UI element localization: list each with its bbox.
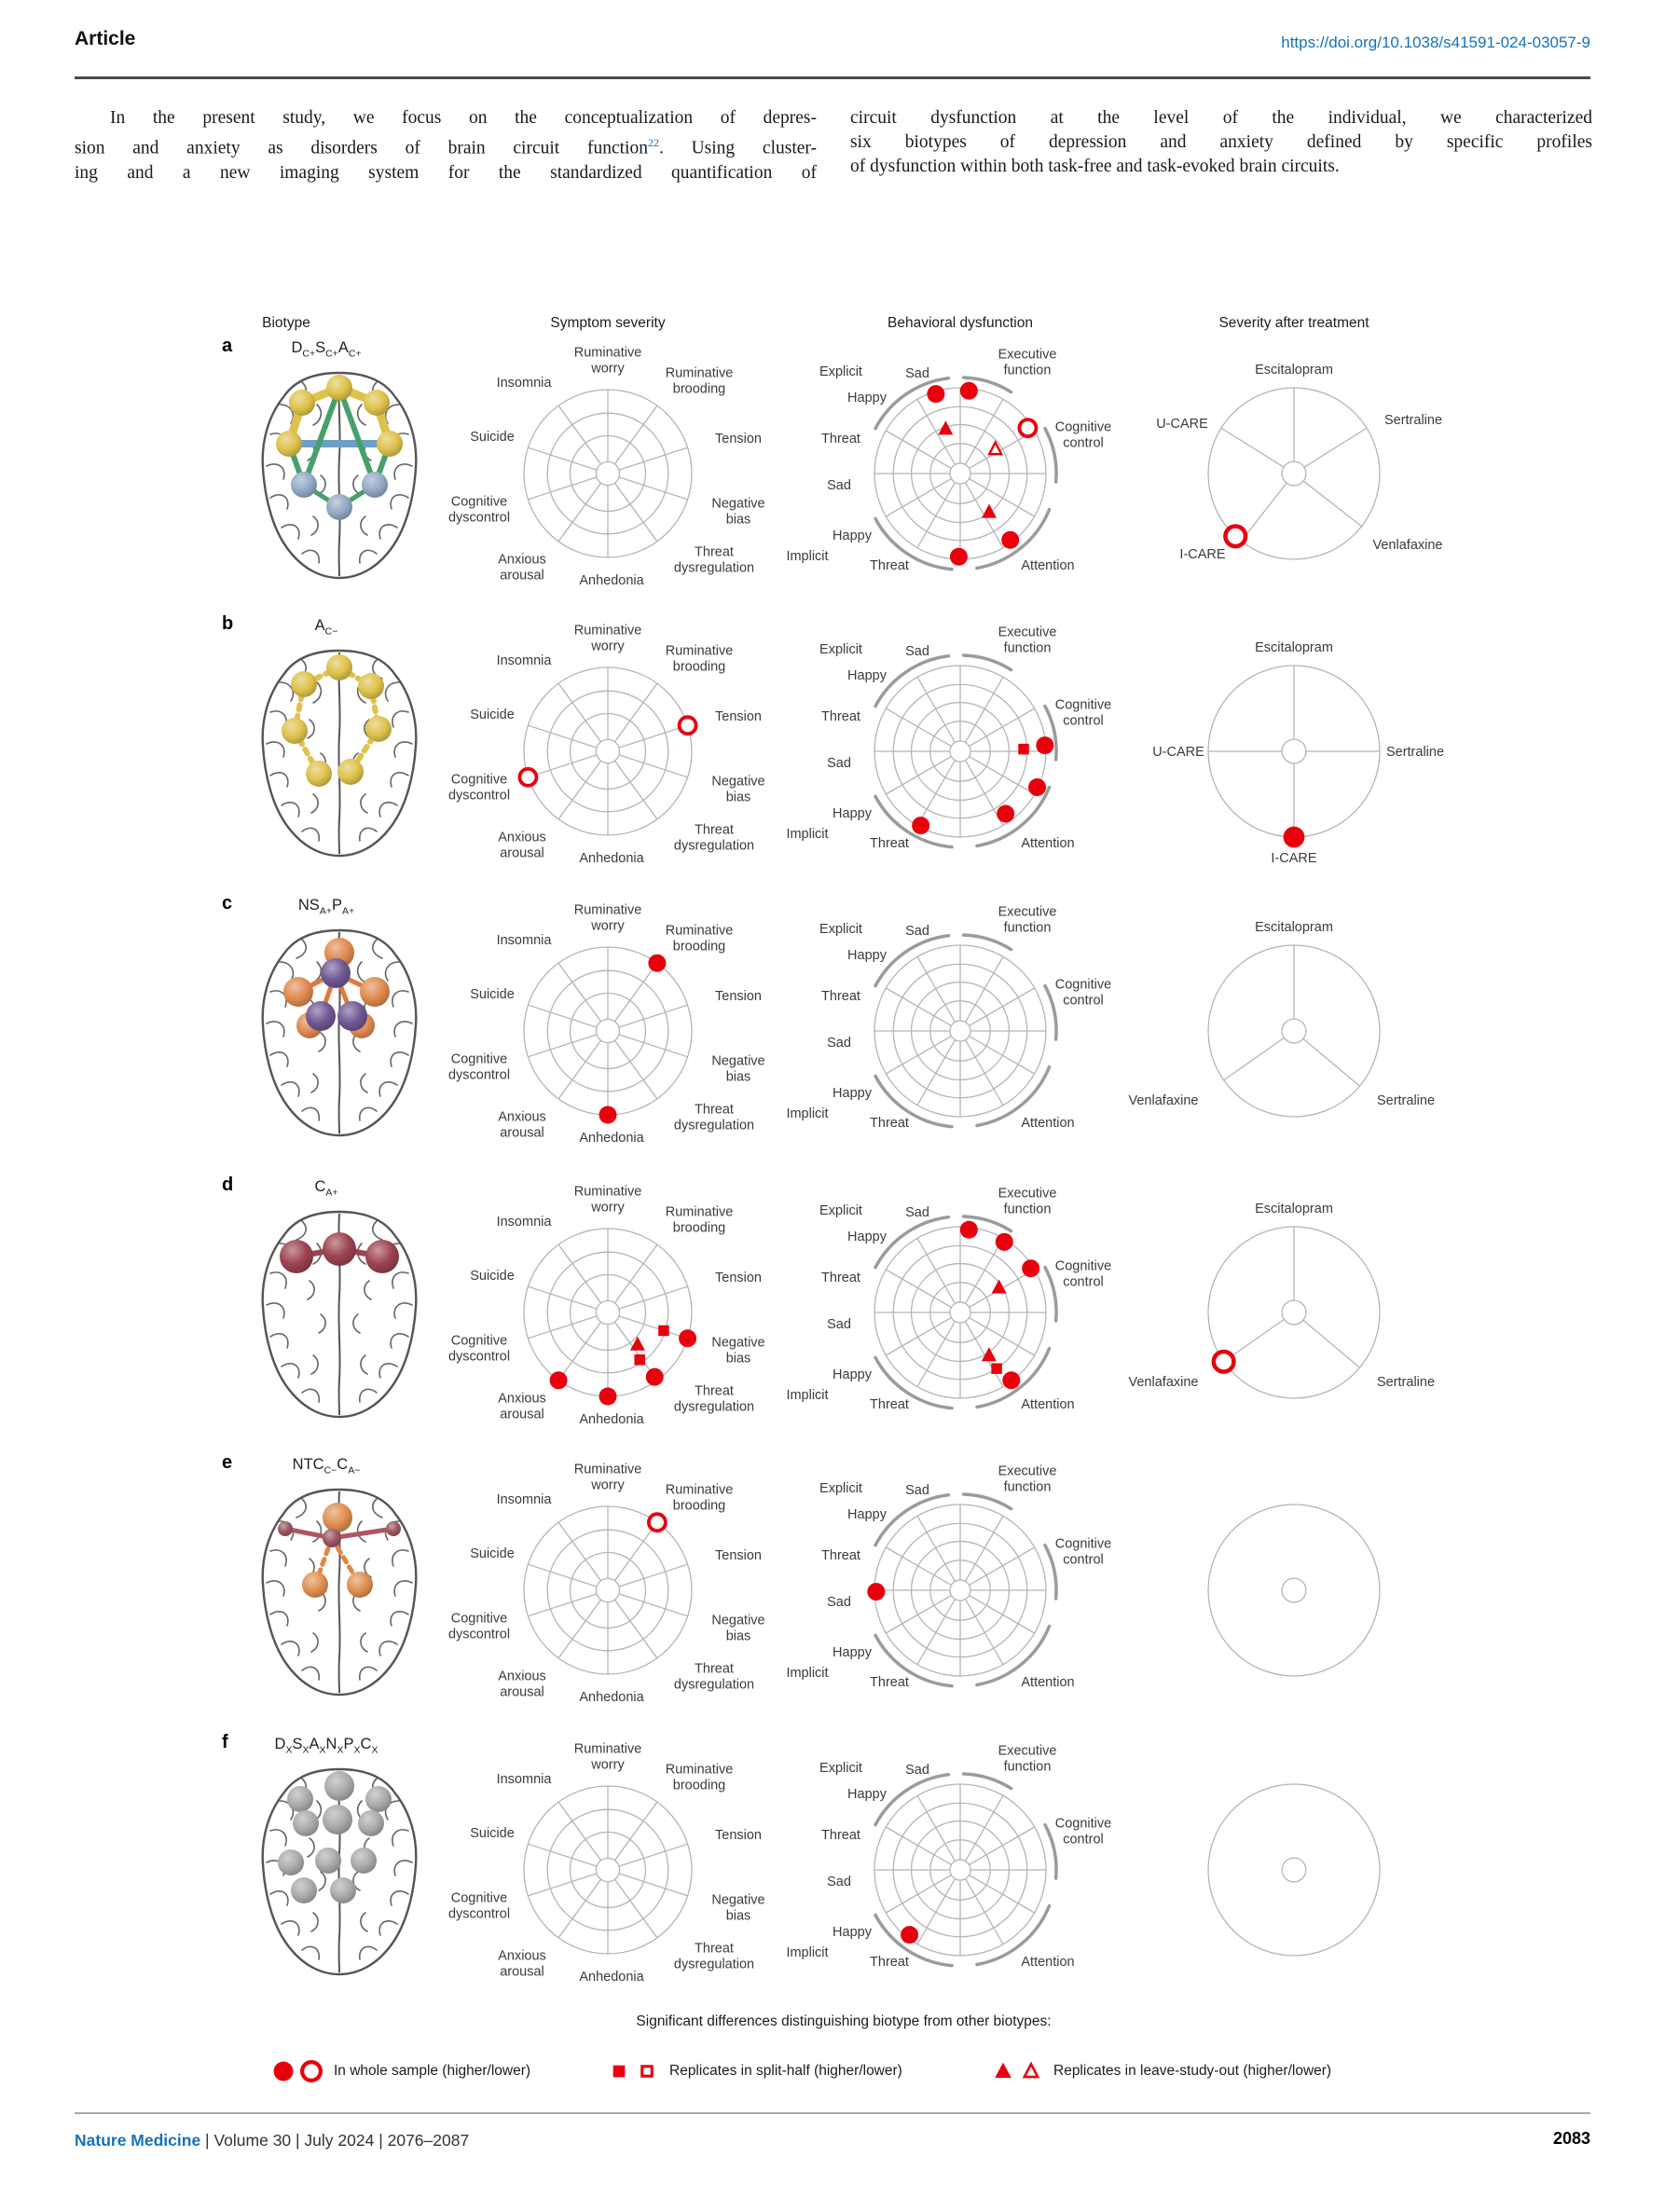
marker-open-circle	[680, 717, 696, 734]
axis-label: Sad	[905, 924, 929, 939]
marker-filled-circle	[996, 1233, 1013, 1251]
marker-filled-triangle	[982, 504, 997, 518]
group-arc	[964, 935, 1011, 950]
axis-label: Ruminative brooding	[665, 1204, 734, 1236]
marker-filled-circle	[960, 382, 978, 400]
marker-filled-circle	[927, 385, 944, 403]
axis-label: Explicit	[819, 1761, 862, 1776]
circuit-node	[323, 1805, 352, 1834]
circuit-node	[276, 431, 302, 457]
axis-label: Attention	[1021, 1675, 1075, 1690]
circuit-node	[337, 759, 364, 785]
axis-label: Happy	[832, 1367, 872, 1382]
marker-filled-circle	[679, 1329, 696, 1347]
circuit-node	[306, 1001, 336, 1031]
axis-label: Executive function	[998, 904, 1057, 936]
axis-label: Threat	[870, 1116, 909, 1131]
axis-label: Cognitive control	[1054, 697, 1112, 729]
axis-label: Sertraline	[1376, 1093, 1436, 1108]
behavioral-dysfunction-chart-d	[783, 1171, 1137, 1454]
panel-letter-a: a	[222, 336, 233, 356]
axis-label: Attention	[1021, 836, 1075, 851]
axis-label: Escitalopram	[1255, 920, 1333, 935]
axis-label: Executive function	[998, 347, 1057, 378]
circuit-node	[315, 1848, 341, 1874]
axis-label: Cognitive dyscontrol	[447, 772, 511, 804]
axis-label: Insomnia	[496, 1215, 552, 1230]
treatment-severity-chart-e	[1117, 1449, 1471, 1732]
symptom-severity-chart-d	[431, 1171, 785, 1454]
biotype-formula-b: $A_{C-}$	[314, 617, 338, 638]
circuit-node	[358, 673, 384, 699]
legend-label: Replicates in leave-study-out (higher/lower)	[1053, 2063, 1332, 2079]
marker-open-circle	[1019, 419, 1036, 436]
axis-label: Threat dysregulation	[673, 1941, 755, 1972]
marker-filled-square	[1018, 744, 1029, 755]
circuit-node	[306, 761, 332, 787]
axis-label: Anxious arousal	[498, 830, 546, 861]
body-text-left-column	[75, 106, 817, 185]
body-text-line: In the present study, we focus on the conceptualization of depres-	[110, 108, 817, 128]
axis-label: Cognitive dyscontrol	[447, 494, 511, 526]
axis-label: Tension	[715, 1828, 762, 1843]
marker-filled-triangle	[992, 1279, 1007, 1293]
axis-label: Executive function	[998, 1743, 1057, 1775]
circuit-node	[291, 472, 317, 498]
treatment-severity-chart-b	[1117, 610, 1471, 893]
circuit-node	[326, 654, 352, 680]
axis-label: Cognitive dyscontrol	[447, 1611, 511, 1642]
axis-label: Happy	[832, 1925, 872, 1940]
figure-column-header: Severity after treatment	[1218, 315, 1369, 331]
axis-label: Cognitive dyscontrol	[447, 1890, 511, 1922]
body-text-line: of dysfunction within both task-free and task-evoked brain circuits.	[850, 157, 1340, 176]
axis-label: Anxious arousal	[498, 1948, 546, 1980]
header-rule	[75, 76, 1590, 79]
axis-label: Insomnia	[496, 933, 552, 948]
axis-label: Threat	[821, 989, 860, 1004]
axis-label: Anhedonia	[579, 573, 644, 588]
legend-label: In whole sample (higher/lower)	[334, 2063, 531, 2079]
axis-label: Sad	[905, 1763, 929, 1778]
axis-label: Anxious arousal	[498, 552, 546, 584]
axis-label: Implicit	[786, 827, 829, 842]
axis-label: Venlafaxine	[1372, 538, 1443, 553]
circuit-node	[326, 494, 352, 520]
axis-label: Insomnia	[496, 1772, 552, 1787]
marker-filled-circle	[599, 1106, 617, 1124]
axis-label: Threat	[821, 432, 860, 447]
axis-label: Suicide	[470, 708, 515, 722]
symptom-severity-chart-c	[431, 889, 785, 1173]
axis-label: Implicit	[786, 1106, 829, 1121]
circuit-node	[323, 1503, 352, 1532]
axis-label: Threat	[870, 836, 909, 851]
axis-label: Happy	[832, 529, 872, 543]
marker-filled-circle	[1284, 827, 1305, 848]
doi-link[interactable]: https://doi.org/10.1038/s41591-024-03057-9	[1281, 34, 1590, 51]
axis-label: Sad	[905, 644, 929, 659]
legend-item	[606, 2055, 902, 2087]
marker-filled-circle	[867, 1583, 885, 1601]
axis-label: Threat	[821, 1271, 860, 1285]
symptom-severity-chart-f	[431, 1728, 785, 2012]
axis-label: Anxious arousal	[498, 1109, 546, 1141]
axis-label: Threat	[870, 1955, 909, 1970]
axis-label: Threat	[870, 1675, 909, 1690]
circuit-node	[278, 1849, 304, 1875]
circuit-node	[347, 1572, 373, 1598]
treatment-severity-chart-a	[1117, 332, 1471, 615]
axis-label: U-CARE	[1156, 417, 1208, 432]
treatment-severity-chart-d	[1117, 1171, 1471, 1454]
axis-label: Executive function	[998, 1463, 1057, 1495]
circuit-node	[362, 472, 388, 498]
panel-letter-e: e	[222, 1452, 233, 1473]
symptom-severity-chart-b	[431, 610, 785, 893]
axis-label: Happy	[847, 1787, 887, 1802]
circuit-node	[293, 1810, 319, 1836]
axis-label: Negative bias	[711, 774, 765, 805]
circuit-node	[323, 1529, 341, 1547]
axis-label: Ruminative worry	[573, 623, 642, 654]
group-arc	[964, 655, 1011, 670]
axis-label: Happy	[847, 1230, 887, 1244]
axis-label: Negative bias	[711, 1613, 765, 1644]
footer-citation	[75, 2131, 469, 2150]
axis-label: Tension	[715, 1271, 762, 1285]
marker-filled-square	[613, 2066, 626, 2078]
circuit-node	[302, 1572, 328, 1598]
axis-label: Sad	[905, 366, 929, 381]
biotype-formula-a: $D_{C+}S_{C+}A_{C+}$	[291, 339, 362, 360]
axis-label: Tension	[715, 709, 762, 724]
marker-filled-square	[991, 1363, 1002, 1374]
legend-item	[270, 2055, 530, 2087]
axis-label: Sad	[905, 1483, 929, 1498]
axis-label: Tension	[715, 989, 762, 1004]
behavioral-dysfunction-chart-c	[783, 889, 1137, 1173]
brain-circuit-map-d	[244, 1202, 434, 1426]
marker-filled-circle	[1001, 531, 1019, 549]
footer-rule	[75, 2112, 1590, 2114]
axis-label: Happy	[832, 1086, 872, 1101]
axis-label: Ruminative worry	[573, 1184, 642, 1216]
circuit-node	[337, 1001, 367, 1031]
axis-label: Threat	[821, 709, 860, 724]
axis-label: Threat dysregulation	[673, 1102, 755, 1133]
axis-label: Executive function	[998, 625, 1057, 656]
group-arc	[1045, 986, 1056, 1039]
behavioral-dysfunction-chart-e	[783, 1449, 1137, 1732]
axis-label: Suicide	[470, 1269, 515, 1284]
behavioral-dysfunction-chart-b	[783, 610, 1137, 893]
brain-circuit-map-e	[244, 1480, 434, 1704]
article-label: Article	[75, 28, 136, 49]
axis-label: Threat dysregulation	[673, 822, 755, 854]
marker-filled-triangle	[938, 420, 953, 434]
marker-filled-circle	[1002, 1371, 1020, 1389]
axis-label: Happy	[847, 391, 887, 405]
circuit-node	[351, 1848, 377, 1874]
axis-label: Suicide	[470, 1546, 515, 1561]
axis-label: Venlafaxine	[1128, 1093, 1199, 1108]
axis-label: Executive function	[998, 1186, 1057, 1217]
axis-label: Attention	[1021, 558, 1075, 573]
circuit-node	[360, 977, 390, 1007]
legend-symbols	[606, 2057, 664, 2085]
axis-label: Tension	[715, 1548, 762, 1563]
marker-filled-circle	[912, 817, 929, 834]
body-text-line: circuit dysfunction at the level of the individual, we characterized	[850, 108, 1592, 128]
axis-label: Ruminative brooding	[665, 643, 734, 675]
circuit-node	[280, 1240, 313, 1273]
axis-label: Anhedonia	[579, 1690, 644, 1705]
axis-label: Ruminative worry	[573, 902, 642, 934]
axis-label: Negative bias	[711, 1335, 765, 1367]
axis-label: I-CARE	[1179, 547, 1226, 562]
marker-filled-circle	[648, 955, 666, 972]
axis-label: I-CARE	[1271, 851, 1317, 866]
axis-label: Ruminative worry	[573, 1462, 642, 1493]
brain-circuit-map-a	[244, 364, 434, 587]
marker-open-circle	[1214, 1352, 1234, 1372]
group-arc	[964, 1774, 1011, 1789]
marker-filled-circle	[901, 1926, 918, 1944]
circuit-node	[282, 718, 308, 744]
circuit-node	[377, 431, 403, 457]
circuit-node	[365, 716, 392, 742]
circuit-node	[358, 1810, 384, 1836]
figure-column-header: Symptom severity	[550, 315, 666, 331]
axis-label: Attention	[1021, 1397, 1075, 1412]
axis-label: Sad	[827, 756, 851, 771]
brain-circuit-map-b	[244, 641, 434, 865]
axis-label: Cognitive dyscontrol	[447, 1051, 511, 1083]
axis-label: Explicit	[819, 922, 862, 937]
axis-label: Anhedonia	[579, 851, 644, 866]
biotype-formula-f: $D_XS_XA_XN_XP_XC_X$	[274, 1736, 378, 1756]
axis-label: Anxious arousal	[498, 1391, 546, 1422]
axis-label: Sad	[827, 1036, 851, 1051]
behavioral-dysfunction-chart-a	[783, 332, 1137, 615]
brain-circuit-map-f	[244, 1760, 434, 1984]
reference-superscript[interactable]: 22	[647, 136, 659, 149]
body-text-line: six biotypes of depression and anxiety defined by specific profiles	[850, 132, 1592, 152]
circuit-node	[324, 1771, 354, 1801]
marker-filled-circle	[550, 1371, 568, 1389]
group-arc	[1045, 1825, 1056, 1878]
brain-circuit-map-c	[244, 921, 434, 1145]
marker-filled-square	[634, 1354, 645, 1366]
body-text-line: sion and anxiety as disorders of brain circuit function$^{22}$. Using cluster-	[75, 136, 818, 158]
marker-open-circle	[302, 2062, 321, 2081]
axis-label: Tension	[715, 432, 762, 447]
circuit-node	[326, 375, 352, 401]
circuit-node	[291, 1877, 317, 1903]
circuit-node	[330, 1877, 356, 1903]
axis-label: Explicit	[819, 1203, 862, 1218]
axis-label: Implicit	[786, 1666, 829, 1681]
axis-label: Happy	[847, 668, 887, 683]
axis-label: Anhedonia	[579, 1412, 644, 1427]
marker-filled-circle	[1028, 778, 1046, 796]
marker-filled-circle	[1036, 736, 1053, 754]
marker-open-square	[642, 2067, 652, 2076]
axis-label: Threat	[821, 1548, 860, 1563]
group-arc	[1045, 429, 1056, 482]
group-arc	[1045, 1546, 1056, 1599]
axis-label: Sad	[905, 1205, 929, 1220]
axis-label: Negative bias	[711, 496, 765, 528]
marker-open-circle	[649, 1514, 666, 1531]
axis-label: Attention	[1021, 1116, 1075, 1131]
panel-letter-c: c	[222, 893, 233, 914]
axis-label: Escitalopram	[1255, 363, 1333, 378]
axis-label: Threat dysregulation	[673, 1661, 755, 1693]
axis-label: Implicit	[786, 1388, 829, 1403]
axis-label: Happy	[847, 1507, 887, 1522]
biotype-formula-d: $C_{A+}$	[314, 1178, 338, 1199]
biotype-formula-c: $NS_{A+}P_{A+}$	[297, 897, 355, 917]
axis-label: Threat	[821, 1828, 860, 1843]
circuit-node	[323, 1232, 356, 1266]
axis-label: Cognitive control	[1054, 419, 1112, 451]
behavioral-dysfunction-chart-f	[783, 1728, 1137, 2012]
axis-label: Explicit	[819, 642, 862, 657]
axis-label: Sad	[827, 1875, 851, 1889]
axis-label: Ruminative brooding	[665, 1762, 734, 1793]
figure-column-header: Biotype	[262, 315, 310, 331]
marker-filled-triangle	[630, 1337, 645, 1351]
circuit-node	[289, 390, 315, 416]
group-arc	[964, 1494, 1011, 1509]
axis-label: Suicide	[470, 987, 515, 1002]
marker-filled-triangle	[995, 2063, 1011, 2079]
axis-label: Cognitive control	[1054, 977, 1112, 1009]
axis-label: Insomnia	[496, 1492, 552, 1507]
axis-label: U-CARE	[1152, 745, 1204, 760]
legend-symbols	[990, 2057, 1048, 2085]
axis-label: Sertraline	[1385, 745, 1445, 760]
legend-item	[990, 2055, 1331, 2087]
marker-open-triangle	[1025, 2064, 1038, 2077]
axis-label: Sad	[827, 1317, 851, 1332]
circuit-node	[283, 977, 313, 1007]
axis-label: Insomnia	[496, 376, 552, 391]
body-text-right-column	[850, 106, 1592, 179]
axis-label: Cognitive control	[1054, 1816, 1112, 1848]
axis-label: Attention	[1021, 1955, 1075, 1970]
axis-label: Ruminative brooding	[665, 923, 734, 955]
axis-label: Happy	[847, 948, 887, 963]
legend-label: Replicates in split-half (higher/lower)	[669, 2063, 902, 2079]
marker-filled-square	[658, 1326, 669, 1337]
axis-label: Suicide	[470, 1826, 515, 1841]
treatment-severity-chart-f	[1117, 1728, 1471, 2012]
marker-filled-circle	[997, 804, 1014, 822]
axis-label: Implicit	[786, 1945, 829, 1960]
axis-label: Explicit	[819, 1481, 862, 1496]
marker-filled-circle	[646, 1368, 664, 1386]
symptom-severity-chart-a	[431, 332, 785, 615]
axis-label: Escitalopram	[1255, 640, 1333, 655]
marker-open-circle	[519, 769, 536, 786]
axis-label: Cognitive control	[1054, 1258, 1112, 1290]
axis-label: Happy	[832, 806, 872, 821]
circuit-node	[386, 1521, 401, 1536]
axis-label: Negative bias	[711, 1053, 765, 1085]
axis-label: Venlafaxine	[1128, 1375, 1199, 1390]
axis-label: Threat dysregulation	[673, 1383, 755, 1415]
axis-label: Threat	[870, 1397, 909, 1412]
axis-label: Ruminative brooding	[665, 365, 734, 397]
axis-label: Negative bias	[711, 1892, 765, 1924]
journal-name: Nature Medicine	[75, 2131, 201, 2150]
circuit-node	[364, 390, 390, 416]
axis-label: Suicide	[470, 430, 515, 445]
axis-label: Ruminative worry	[573, 345, 642, 377]
body-text-line: ing and a new imaging system for the standardized quantification of	[75, 162, 817, 183]
group-arc	[1045, 1268, 1056, 1321]
axis-label: Threat	[870, 558, 909, 573]
circuit-node	[278, 1521, 293, 1536]
axis-label: Anhedonia	[579, 1131, 644, 1146]
panel-letter-f: f	[222, 1732, 228, 1752]
marker-open-circle	[1225, 526, 1245, 546]
axis-label: Explicit	[819, 364, 862, 379]
marker-filled-circle	[950, 548, 968, 566]
circuit-node	[365, 1786, 392, 1812]
legend-symbols	[270, 2057, 328, 2085]
axis-label: Insomnia	[496, 653, 552, 668]
axis-label: Sertraline	[1383, 413, 1443, 428]
circuit-node	[321, 958, 351, 988]
axis-label: Happy	[832, 1645, 872, 1660]
axis-label: Sad	[827, 1595, 851, 1610]
figure-legend-title: Significant differences distinguishing biotype from other biotypes:	[636, 2013, 1052, 2029]
axis-label: Anxious arousal	[498, 1669, 546, 1700]
footer-meta: | Volume 30 | July 2024 | 2076–2087	[200, 2131, 470, 2150]
axis-label: Sad	[827, 478, 851, 493]
marker-filled-circle	[1022, 1259, 1039, 1277]
axis-label: Cognitive dyscontrol	[447, 1333, 511, 1365]
marker-filled-circle	[599, 1388, 617, 1406]
axis-label: Cognitive control	[1054, 1536, 1112, 1568]
axis-label: Threat dysregulation	[673, 544, 755, 576]
circuit-node	[365, 1240, 399, 1273]
figure-column-header: Behavioral dysfunction	[888, 315, 1033, 331]
marker-filled-circle	[960, 1221, 978, 1239]
axis-label: Sertraline	[1376, 1375, 1436, 1390]
axis-label: Anhedonia	[579, 1970, 644, 1985]
page-number: 2083	[1552, 2129, 1590, 2148]
panel-letter-d: d	[222, 1175, 234, 1195]
treatment-severity-chart-c	[1117, 889, 1471, 1173]
circuit-node	[287, 1786, 313, 1812]
axis-label: Ruminative brooding	[665, 1482, 734, 1514]
symptom-severity-chart-e	[431, 1449, 785, 1732]
panel-letter-b: b	[222, 613, 234, 634]
marker-filled-circle	[274, 2062, 294, 2081]
axis-label: Ruminative worry	[573, 1741, 642, 1773]
axis-label: Escitalopram	[1255, 1202, 1333, 1216]
biotype-formula-e: $NTC_{C-}C_{A-}$	[292, 1456, 361, 1477]
axis-label: Implicit	[786, 549, 829, 564]
circuit-node	[291, 671, 317, 697]
